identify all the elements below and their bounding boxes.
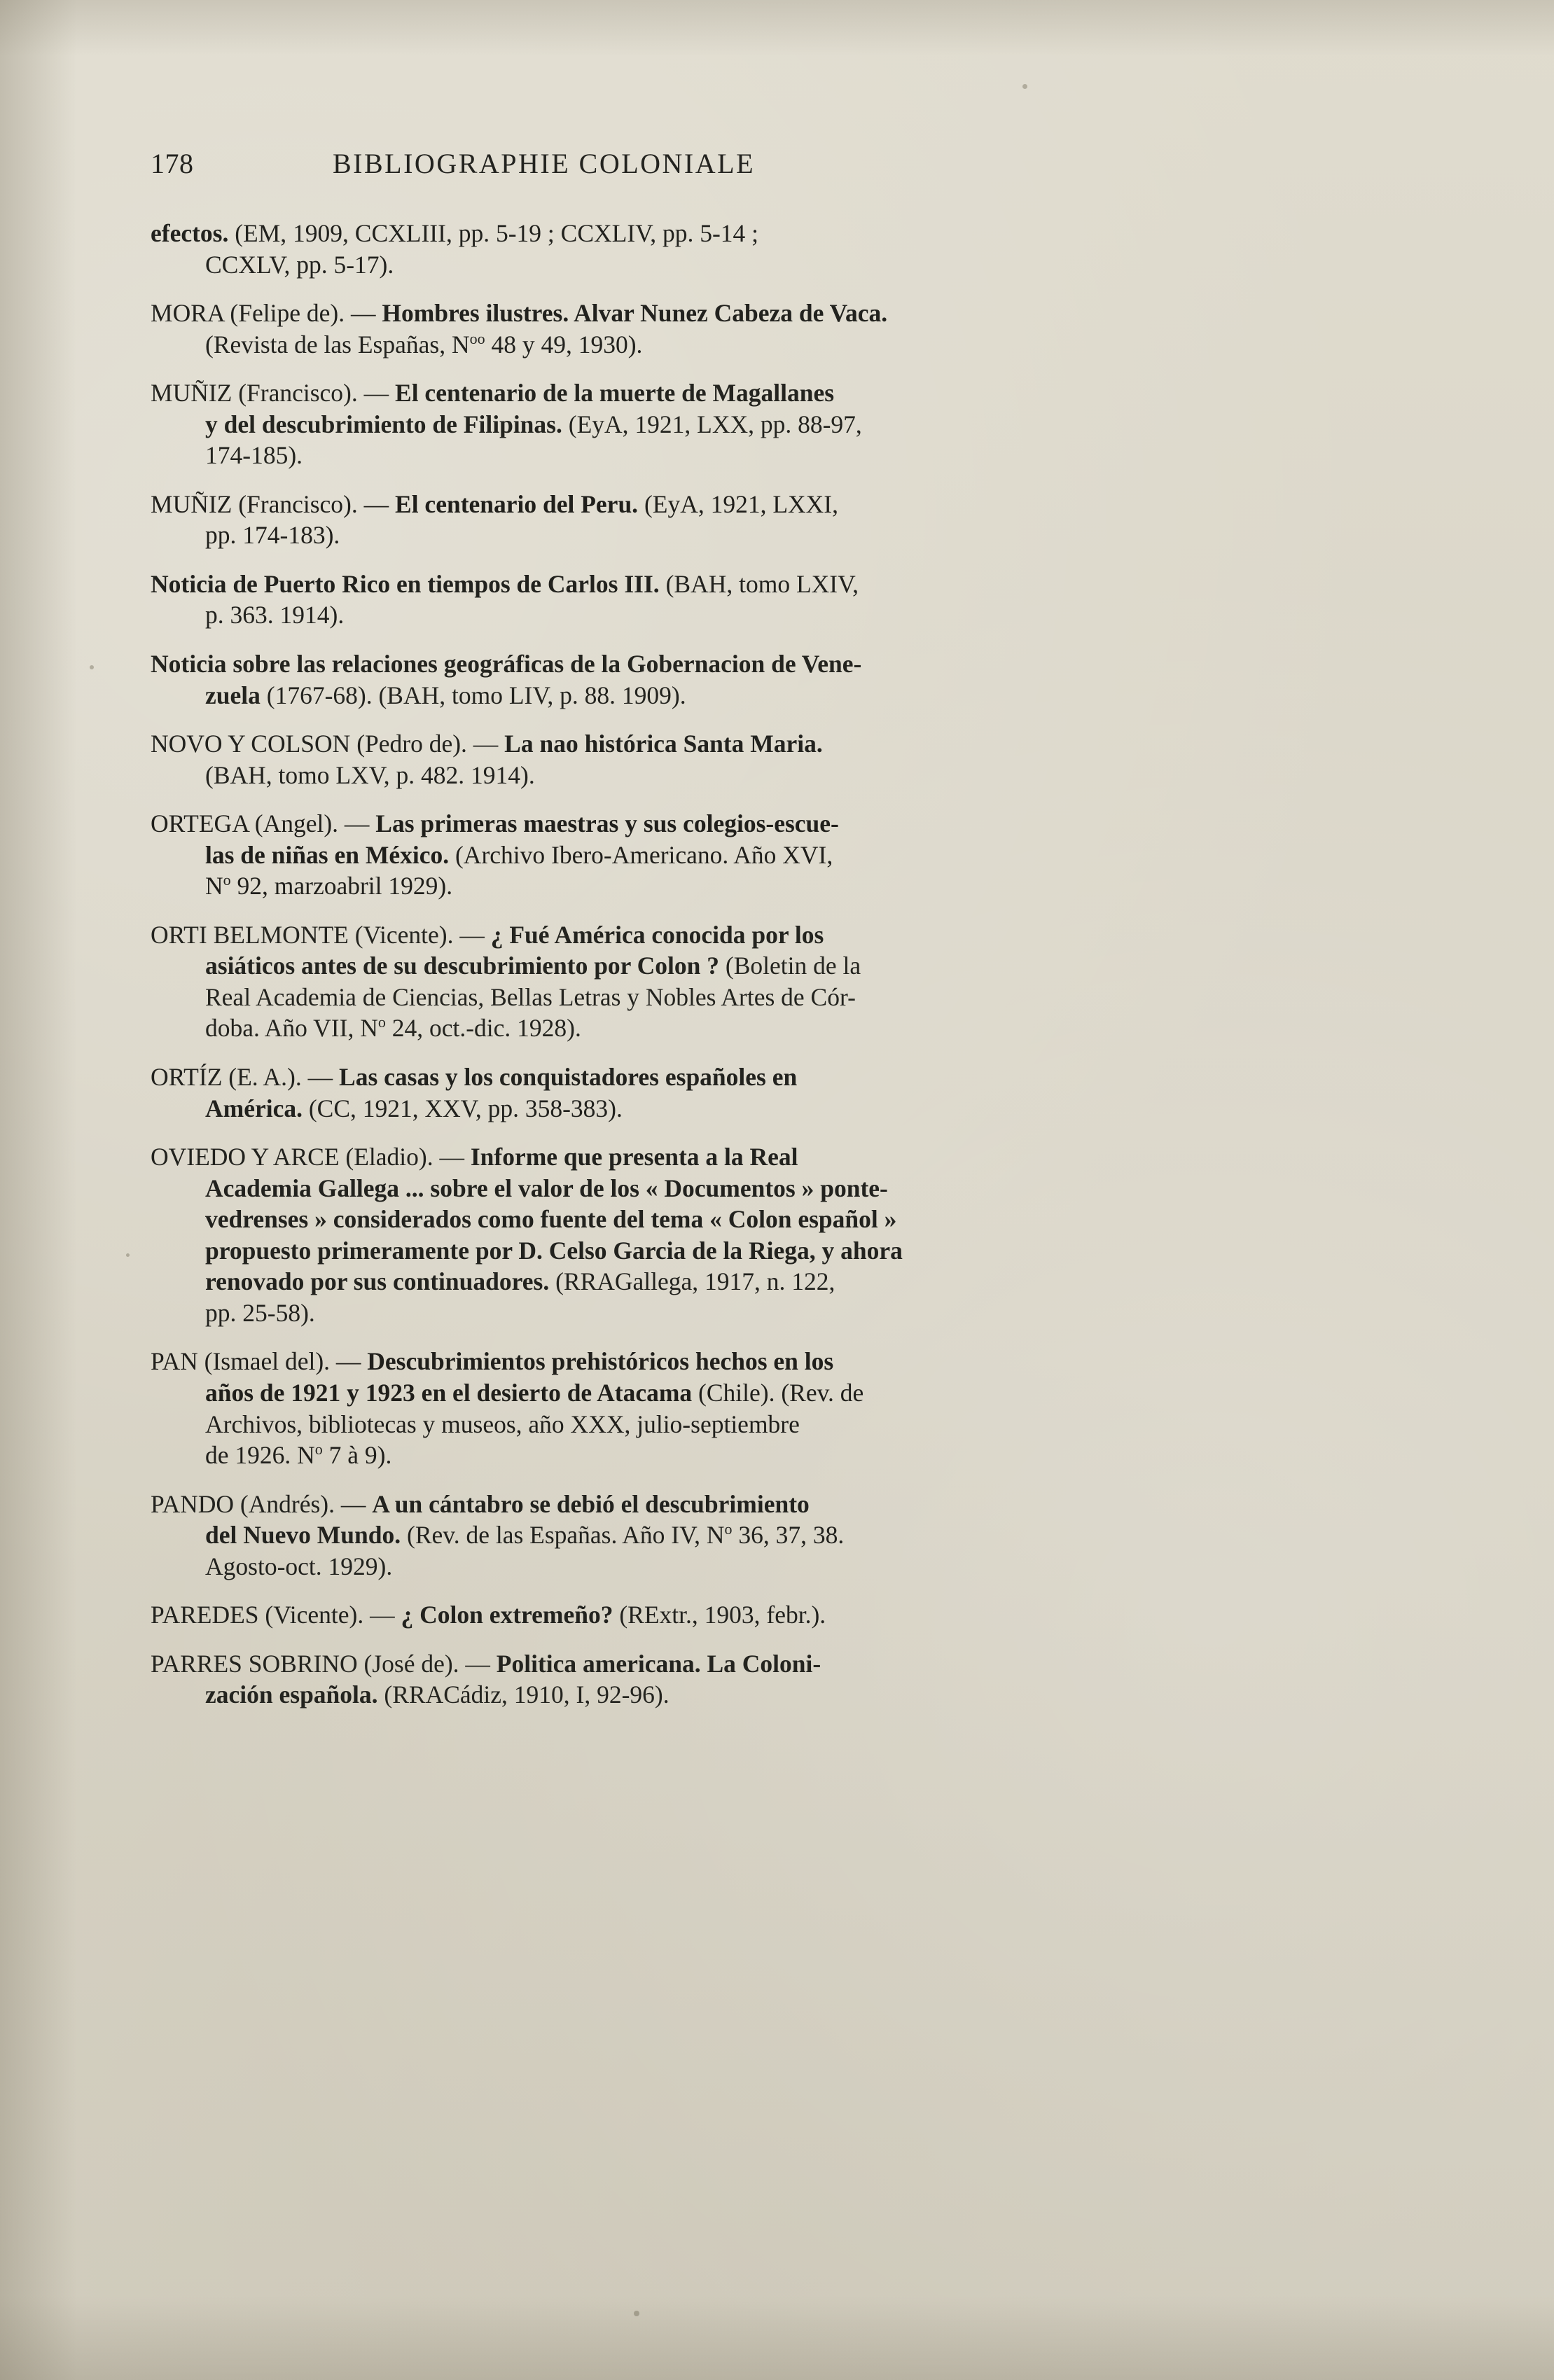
entry-detail-text: Real Academia de Ciencias, Bellas Letras y Nobles Artes de Cór-: [205, 982, 856, 1011]
entry-detail-text: (BAH, tomo LXV, p. 482. 1914).: [205, 760, 535, 789]
entry-title-text: Politica americana. La Coloni-: [496, 1649, 821, 1678]
entry-line: [205, 1679, 1411, 1711]
bibliography-entry: [151, 298, 1411, 360]
entry-line: [205, 1204, 1411, 1235]
bibliography-entry: [151, 728, 1411, 791]
entry-detail-text: 92, marzoabril 1929).: [230, 872, 453, 900]
bibliography-entry: [151, 218, 1411, 280]
entry-detail-text: MUÑIZ (Francisco). —: [151, 379, 396, 408]
entry-detail-text: OVIEDO Y ARCE (Eladio). —: [151, 1143, 471, 1171]
entry-detail-text: (Rev. de las Españas. Año IV, N: [401, 1521, 725, 1550]
entry-detail-text: 7 à 9).: [322, 1441, 392, 1470]
entry-line: [151, 1141, 1411, 1173]
entry-line: [205, 1266, 1411, 1297]
entry-detail-text: NOVO Y COLSON (Pedro de). —: [151, 730, 505, 758]
entry-line: [151, 569, 1411, 600]
entry-line: [205, 1173, 1411, 1204]
entry-detail-text: (CC, 1921, XXV, pp. 358-383).: [302, 1094, 623, 1122]
entry-line: [205, 440, 1411, 471]
bibliography-entry: [151, 648, 1411, 711]
entry-detail-text: (Revista de las Españas, N: [205, 330, 470, 359]
entry-detail-text: N: [205, 872, 223, 900]
entry-title-text: vedrenses » considerados como fuente del tema « Colon español »: [205, 1205, 897, 1234]
entry-title-text: A un cántabro se debió el descubrimiento: [372, 1489, 810, 1518]
entry-line: [205, 982, 1411, 1013]
entry-title-text: La nao histórica Santa Maria.: [504, 730, 823, 758]
bibliography-entry: [151, 569, 1411, 631]
entry-line: [205, 249, 1411, 281]
entry-detail-text: MUÑIZ (Francisco). —: [151, 489, 396, 518]
entry-detail-text: oo: [469, 329, 485, 347]
entry-title-text: asiáticos antes de su descubrimiento por Colon ?: [205, 952, 720, 980]
entry-detail-text: 174-185).: [205, 441, 303, 470]
bibliography-entry: [151, 919, 1411, 1044]
entry-title-text: Hombres ilustres. Alvar Nunez Cabeza de Vaca.: [382, 299, 888, 328]
entry-detail-text: o: [377, 1013, 386, 1031]
entry-detail-text: (Boletin de la: [719, 952, 861, 980]
entry-line: [151, 1489, 1411, 1520]
entry-detail-text: (RExtr., 1903, febr.).: [613, 1601, 826, 1629]
entry-line: [151, 919, 1411, 951]
entry-detail-text: PANDO (Andrés). —: [151, 1489, 373, 1518]
entry-title-text: América.: [205, 1094, 303, 1122]
page-content: [151, 147, 1411, 1728]
bibliography-entry: [151, 377, 1411, 471]
entry-detail-text: PAREDES (Vicente). —: [151, 1601, 401, 1629]
entry-title-text: Noticia sobre las relaciones geográficas de la Gobernacion de Vene-: [151, 650, 862, 678]
entry-detail-text: (EyA, 1921, LXX, pp. 88-97,: [562, 410, 862, 438]
entry-line: [151, 377, 1411, 409]
bibliography-entry: [151, 1648, 1411, 1711]
entry-detail-text: (EyA, 1921, LXXI,: [638, 489, 838, 518]
paper-speck: [90, 665, 94, 669]
entry-line: [205, 950, 1411, 982]
entry-line: [205, 1377, 1411, 1409]
entry-line: [151, 728, 1411, 760]
entry-title-text: zación española.: [205, 1680, 378, 1709]
entry-title-text: El centenario del Peru.: [395, 489, 639, 518]
bibliography-entry: [151, 1141, 1411, 1328]
entry-line: [205, 520, 1411, 551]
entry-detail-text: MORA (Felipe de). —: [151, 299, 382, 328]
entry-detail-text: o: [724, 1520, 733, 1538]
bibliography-entry-list: [151, 218, 1411, 1711]
entry-line: [205, 1297, 1411, 1329]
entry-detail-text: de 1926. N: [205, 1441, 315, 1470]
paper-speck: [1022, 84, 1027, 89]
entry-line: [151, 1648, 1411, 1680]
entry-line: [205, 599, 1411, 631]
entry-line: [205, 329, 1411, 361]
entry-title-text: Academia Gallega ... sobre el valor de los « Documentos » ponte-: [205, 1174, 888, 1202]
entry-line: [151, 218, 1411, 249]
entry-title-text: Noticia de Puerto Rico en tiempos de Carlos III.: [151, 569, 660, 598]
bibliography-entry: [151, 1599, 1411, 1631]
entry-title-text: renovado por sus continuadores.: [205, 1267, 550, 1296]
entry-detail-text: PARRES SOBRINO (José de). —: [151, 1649, 497, 1678]
entry-line: [205, 1409, 1411, 1440]
entry-title-text: Descubrimientos prehistóricos hechos en los: [367, 1347, 834, 1376]
entry-detail-text: pp. 25-58).: [205, 1298, 315, 1327]
entry-line: [151, 1599, 1411, 1631]
entry-line: [151, 298, 1411, 329]
entry-title-text: y del descubrimiento de Filipinas.: [205, 410, 562, 438]
entry-detail-text: 36, 37, 38.: [732, 1521, 845, 1550]
entry-detail-text: (EM, 1909, CCXLIII, pp. 5-19 ; CCXLIV, pp. 5-14 ;: [228, 219, 759, 247]
entry-line: [205, 840, 1411, 871]
entry-title-text: del Nuevo Mundo.: [205, 1521, 401, 1550]
entry-detail-text: pp. 174-183).: [205, 521, 340, 550]
entry-line: [205, 1519, 1411, 1551]
entry-line: [205, 409, 1411, 440]
entry-line: [151, 489, 1411, 520]
entry-detail-text: (RRACádiz, 1910, I, 92-96).: [377, 1680, 670, 1709]
bibliography-entry: [151, 1489, 1411, 1582]
entry-line: [205, 760, 1411, 791]
entry-title-text: ¿ Colon extremeño?: [401, 1601, 613, 1629]
entry-detail-text: doba. Año VII, N: [205, 1014, 378, 1043]
page-number: 178: [151, 148, 194, 179]
entry-line: [205, 1440, 1411, 1471]
bibliography-entry: [151, 1346, 1411, 1470]
entry-line: [205, 1093, 1411, 1125]
entry-title-text: zuela: [205, 681, 261, 709]
entry-line: [151, 1062, 1411, 1093]
entry-line: [205, 1551, 1411, 1582]
entry-detail-text: CCXLV, pp. 5-17).: [205, 250, 394, 279]
bibliography-entry: [151, 489, 1411, 551]
paper-speck: [634, 2311, 639, 2316]
entry-title-text: propuesto primeramente por D. Celso Garcia de la Riega, y ahora: [205, 1236, 903, 1265]
paper-speck: [126, 1253, 130, 1257]
entry-detail-text: ORTÍZ (E. A.). —: [151, 1063, 340, 1092]
bibliography-entry: [151, 1062, 1411, 1124]
entry-line: [205, 680, 1411, 711]
entry-detail-text: PAN (Ismael del). —: [151, 1347, 368, 1376]
entry-detail-text: (Chile). (Rev. de: [692, 1378, 864, 1407]
entry-detail-text: Archivos, bibliotecas y museos, año XXX, julio-septiembre: [205, 1410, 800, 1438]
entry-detail-text: 48 y 49, 1930).: [485, 330, 643, 359]
entry-detail-text: p. 363. 1914).: [205, 601, 345, 629]
entry-detail-text: o: [223, 871, 231, 889]
entry-title-text: Las casas y los conquistadores españoles en: [339, 1063, 798, 1092]
entry-detail-text: ORTI BELMONTE (Vicente). —: [151, 920, 491, 949]
entry-line: [205, 870, 1411, 902]
bibliography-entry: [151, 808, 1411, 902]
entry-detail-text: (RRAGallega, 1917, n. 122,: [549, 1267, 835, 1296]
entry-detail-text: o: [314, 1440, 323, 1459]
entry-title-text: Informe que presenta a la Real: [470, 1143, 798, 1171]
entry-title-text: ¿ Fué América conocida por los: [490, 920, 824, 949]
entry-line: [151, 1346, 1411, 1377]
entry-line: [151, 808, 1411, 840]
entry-title-text: años de 1921 y 1923 en el desierto de Atacama: [205, 1378, 693, 1407]
entry-title-text: Las primeras maestras y sus colegios-escue-: [375, 809, 839, 838]
entry-title-text: El centenario de la muerte de Magallanes: [395, 379, 835, 408]
entry-line: [205, 1012, 1411, 1044]
entry-detail-text: (1767-68). (BAH, tomo LIV, p. 88. 1909).: [260, 681, 686, 709]
entry-detail-text: Agosto-oct. 1929).: [205, 1552, 393, 1580]
entry-detail-text: (Archivo Ibero-Americano. Año XVI,: [449, 840, 833, 869]
entry-title-text: las de niñas en México.: [205, 840, 450, 869]
entry-detail-text: ORTEGA (Angel). —: [151, 809, 376, 838]
entry-line: [151, 648, 1411, 680]
running-title: BIBLIOGRAPHIE COLONIALE: [333, 148, 756, 179]
entry-line: [205, 1235, 1411, 1267]
entry-title-text: efectos.: [151, 219, 229, 247]
entry-detail-text: 24, oct.-dic. 1928).: [385, 1014, 581, 1043]
page-header: [151, 147, 1411, 180]
entry-detail-text: (BAH, tomo LXIV,: [659, 569, 859, 598]
